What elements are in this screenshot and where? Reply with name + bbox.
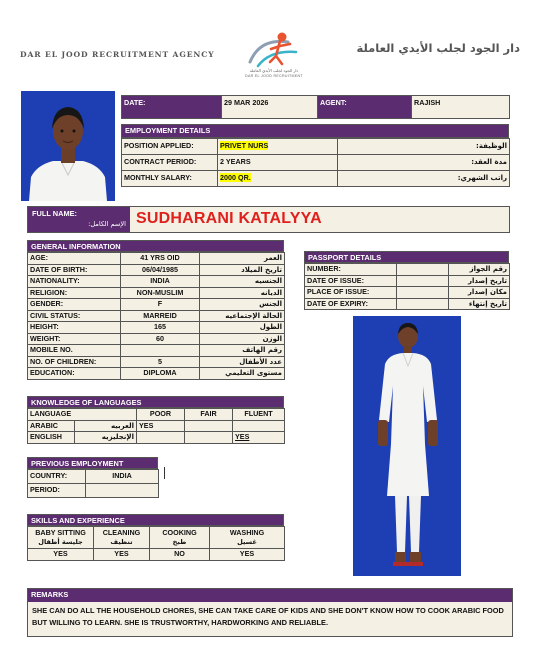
- general-info-label: WEIGHT:: [28, 333, 121, 345]
- skill-value: YES: [94, 549, 150, 561]
- general-info-label: HEIGHT:: [28, 322, 121, 334]
- general-info-row: [28, 333, 285, 345]
- remarks-text: SHE CAN DO ALL THE HOUSEHOLD CHORES, SHE CAN TAKE CARE OF KIDS AND SHE DON'T KNOW HOW TO COOK ARABIC FOOD BUT WILLING TO LEARN. SHE IS TRUSTWORTHY, HARDWORKING AND RELIABLE.: [32, 606, 504, 627]
- full-name-label-ar: الإسم الكامل:: [88, 220, 126, 228]
- general-info-label-ar: تاريخ الميلاد: [200, 264, 285, 276]
- agent-value: RAJISH: [412, 96, 510, 119]
- general-info-label-ar: عدد الأطفال: [200, 356, 285, 368]
- position-label: POSITION APPLIED:: [122, 139, 218, 155]
- general-info-label-ar: مستوى التعليمي: [200, 368, 285, 380]
- general-info-label: NATIONALITY:: [28, 276, 121, 288]
- skill-value: NO: [150, 549, 210, 561]
- general-info-label: EDUCATION:: [28, 368, 121, 380]
- passport-value: [397, 264, 449, 276]
- previous-employment-table: [27, 469, 159, 498]
- skill-name-cell: [94, 527, 150, 549]
- logo-caption-english: DAR EL JOOD RECRUITMENT: [245, 74, 303, 78]
- passport-label: NUMBER:: [305, 264, 397, 276]
- general-info-label-ar: الجنسيه: [200, 276, 285, 288]
- general-info-header: GENERAL INFORMATION: [27, 240, 284, 252]
- logo-caption-arabic: دار الجود لجلب الأيدي العاملة: [249, 68, 299, 73]
- full-name-label-cell: [28, 207, 130, 232]
- general-info-row: [28, 356, 285, 368]
- previous-country-label: COUNTRY:: [28, 470, 86, 484]
- general-info-label: CIVIL STATUS:: [28, 310, 121, 322]
- passport-details-table: [304, 263, 510, 310]
- skill-name-ar: جليسة أطفال: [38, 537, 83, 546]
- general-info-label-ar: العمر: [200, 253, 285, 265]
- language-name: ARABIC: [28, 420, 75, 432]
- passport-row: [305, 287, 510, 299]
- passport-label-ar: مكان إصدار: [449, 287, 510, 299]
- skill-name: BABY SITTING: [35, 528, 86, 537]
- date-label: DATE:: [122, 96, 222, 119]
- languages-header: KNOWLEDGE OF LANGUAGES: [27, 396, 284, 408]
- general-info-label-ar: رقم الهاتف: [200, 345, 285, 357]
- general-info-value: 5: [121, 356, 200, 368]
- general-info-label: DATE OF BIRTH:: [28, 264, 121, 276]
- languages-col-poor: POOR: [137, 409, 185, 421]
- previous-employment-header: PREVIOUS EMPLOYMENT: [27, 457, 158, 469]
- agency-name-english: DAR EL JOOD RECRUITMENT AGENCY: [20, 50, 215, 59]
- full-body-photo: [353, 316, 461, 576]
- position-value: PRIVET NURS: [220, 141, 269, 151]
- general-info-row: [28, 264, 285, 276]
- skill-value: YES: [210, 549, 285, 561]
- remarks-header: REMARKS: [28, 589, 512, 602]
- language-fluent: YES: [233, 432, 285, 444]
- languages-table: [27, 408, 285, 444]
- full-name-value: SUDHARANI KATALYYA: [136, 210, 322, 227]
- previous-period-label: PERIOD:: [28, 484, 86, 498]
- date-agent-table: [121, 95, 510, 119]
- general-info-value: MARREID: [121, 310, 200, 322]
- remarks-box: [27, 588, 513, 637]
- passport-label-ar: تاريخ إصدار: [449, 275, 510, 287]
- text-cursor: [164, 467, 165, 479]
- language-fluent: [233, 420, 285, 432]
- general-info-label-ar: الطول: [200, 322, 285, 334]
- agent-label: AGENT:: [318, 96, 412, 119]
- language-poor: YES: [137, 420, 185, 432]
- general-info-row: [28, 345, 285, 357]
- general-info-label-ar: الوزن: [200, 333, 285, 345]
- languages-col-fair: FAIR: [185, 409, 233, 421]
- employment-details-table: [121, 138, 510, 187]
- general-info-table: [27, 252, 285, 380]
- passport-value: [397, 275, 449, 287]
- passport-details-header: PASSPORT DETAILS: [304, 251, 509, 263]
- passport-value: [397, 298, 449, 310]
- general-info-label: AGE:: [28, 253, 121, 265]
- portrait-photo: [21, 91, 115, 201]
- general-info-row: [28, 310, 285, 322]
- language-name: ENGLISH: [28, 432, 75, 444]
- employment-details-header: EMPLOYMENT DETAILS: [121, 124, 509, 138]
- general-info-value: 06/04/1985: [121, 264, 200, 276]
- skill-name: COOKING: [162, 528, 197, 537]
- skills-table: [27, 526, 285, 561]
- position-label-ar: الوظيفة:: [338, 139, 510, 155]
- languages-col-language: LANGUAGE: [28, 409, 137, 421]
- general-info-label-ar: الديانه: [200, 287, 285, 299]
- general-info-label-ar: الجنس: [200, 299, 285, 311]
- full-name-box: [27, 206, 510, 233]
- general-info-row: [28, 253, 285, 265]
- general-info-row: [28, 322, 285, 334]
- general-info-value: 165: [121, 322, 200, 334]
- passport-row: [305, 275, 510, 287]
- skill-name-cell: [210, 527, 285, 549]
- skill-name-cell: [150, 527, 210, 549]
- passport-label-ar: تاريخ إنتهاء: [449, 298, 510, 310]
- passport-label: DATE OF ISSUE:: [305, 275, 397, 287]
- full-name-label: FULL NAME:: [32, 209, 78, 218]
- general-info-value: 41 YRS OID: [121, 253, 200, 265]
- skill-name: WASHING: [229, 528, 265, 537]
- language-name-ar: العربيه: [75, 420, 137, 432]
- date-value: 29 MAR 2026: [222, 96, 318, 119]
- general-info-value: 60: [121, 333, 200, 345]
- skill-name-ar: غسيل: [237, 537, 257, 546]
- general-info-value: F: [121, 299, 200, 311]
- agency-name-arabic: دار الجود لجلب الأيدي العاملة: [356, 41, 520, 55]
- language-fair: [185, 420, 233, 432]
- passport-row: [305, 298, 510, 310]
- skill-value: YES: [28, 549, 94, 561]
- skill-name-ar: طبخ: [172, 537, 187, 546]
- contract-value: 2 YEARS: [218, 155, 338, 171]
- language-poor: [137, 432, 185, 444]
- language-name-ar: الإنجليزيه: [75, 432, 137, 444]
- general-info-row: [28, 368, 285, 380]
- contract-label: CONTRACT PERIOD:: [122, 155, 218, 171]
- general-info-value: NON-MUSLIM: [121, 287, 200, 299]
- general-info-label: RELIGION:: [28, 287, 121, 299]
- contract-label-ar: مدة العقد:: [338, 155, 510, 171]
- passport-row: [305, 264, 510, 276]
- previous-country-value: INDIA: [86, 470, 159, 484]
- general-info-label: MOBILE NO.: [28, 345, 121, 357]
- skill-name-ar: تنظيف: [110, 537, 133, 546]
- general-info-value: INDIA: [121, 276, 200, 288]
- previous-period-value: [86, 484, 159, 498]
- general-info-value: DIPLOMA: [121, 368, 200, 380]
- salary-label: MONTHLY SALARY:: [122, 171, 218, 187]
- passport-label: PLACE OF ISSUE:: [305, 287, 397, 299]
- general-info-row: [28, 276, 285, 288]
- general-info-label: GENDER:: [28, 299, 121, 311]
- skill-name-cell: [28, 527, 94, 549]
- general-info-row: [28, 287, 285, 299]
- skills-header: SKILLS AND EXPERIENCE: [27, 514, 284, 526]
- general-info-value: [121, 345, 200, 357]
- salary-value: 2000 QR.: [220, 173, 251, 183]
- general-info-label: NO. OF CHILDREN:: [28, 356, 121, 368]
- languages-col-fluent: FLUENT: [233, 409, 285, 421]
- skill-name: CLEANING: [102, 528, 141, 537]
- general-info-label-ar: الحالة الإجتماعيه: [200, 310, 285, 322]
- passport-label: DATE OF EXPIRY:: [305, 298, 397, 310]
- language-fair: [185, 432, 233, 444]
- general-info-row: [28, 299, 285, 311]
- passport-label-ar: رقم الجواز: [449, 264, 510, 276]
- salary-label-ar: راتب الشهري:: [338, 171, 510, 187]
- passport-value: [397, 287, 449, 299]
